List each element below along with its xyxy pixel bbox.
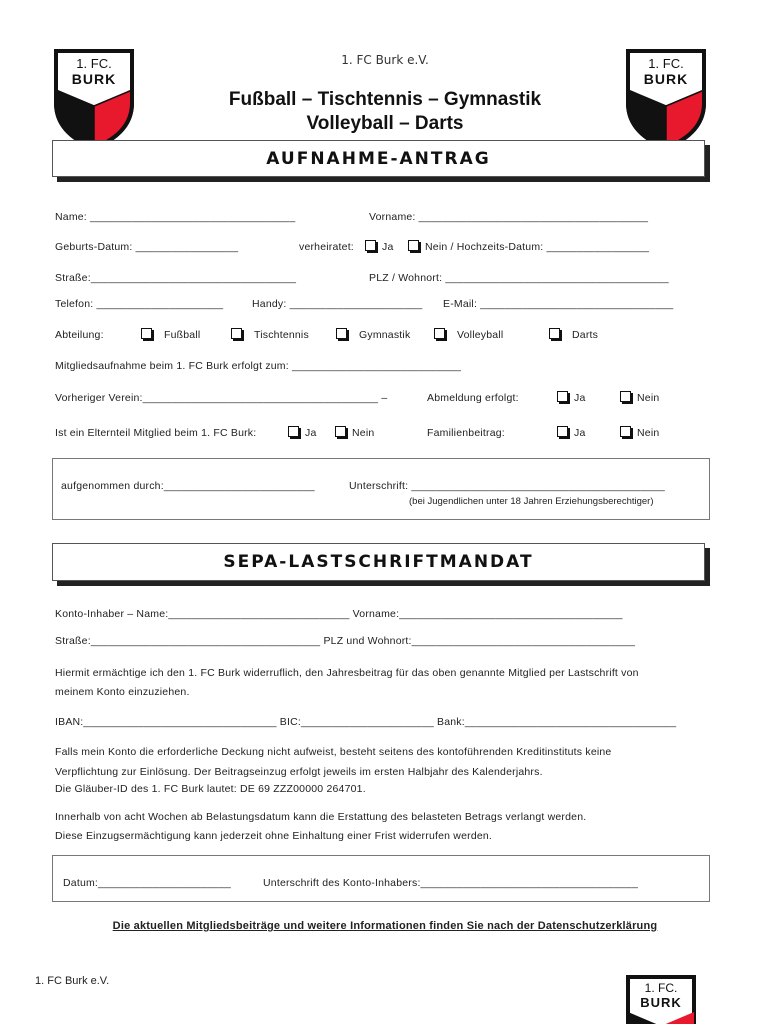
abteilung-darts[interactable] (549, 328, 598, 341)
svg-text:BURK: BURK (643, 71, 689, 87)
club-name-header: 1. FC Burk e.V. (341, 53, 429, 67)
strasse-field[interactable]: Straße:__________________________________ (55, 272, 297, 284)
abmeldung-ja[interactable] (557, 391, 586, 404)
sepa-strasse-field[interactable]: Straße:______________________________________ PLZ und Wohnort:_____________________________________ (55, 635, 636, 647)
abteilung-label-text: Volleyball (457, 329, 504, 341)
abteilung-gymnastik[interactable] (336, 328, 410, 341)
vorname-field[interactable]: Vorname: ______________________________________ (369, 211, 649, 223)
sports-title (0, 88, 770, 136)
checkbox-icon[interactable] (620, 391, 631, 402)
svg-text:1. FC.: 1. FC. (76, 56, 112, 71)
aufnahme-banner (52, 140, 705, 177)
familienbeitrag-nein[interactable] (620, 426, 659, 439)
erstattung-text-2: Diese Einzugsermächtigung kann jederzeit ohne Einhaltung einer Frist widerrufen werden. (55, 830, 493, 842)
sports-line-2: Volleyball – Darts (306, 113, 464, 134)
ermaechtigung-text-1: Hiermit ermächtige ich den 1. FC Burk widerruflich, den Jahresbeitrag für das oben genannte Mitglied per Lastschrift von (55, 667, 639, 679)
abteilung-label-text: Fußball (164, 329, 201, 341)
iban-field[interactable]: IBAN:________________________________ BIC:______________________ Bank:___________________________________ (55, 716, 677, 728)
aufgenommen-field[interactable]: aufgenommen durch:_________________________ (61, 480, 315, 492)
checkbox-icon[interactable] (620, 426, 631, 437)
checkbox-icon[interactable] (336, 328, 347, 339)
checkbox-icon[interactable] (408, 240, 419, 251)
kontoinhaber-unterschrift-field[interactable]: Unterschrift des Konto-Inhabers:____________________________________ (263, 877, 638, 889)
vorheriger-verein-field[interactable]: Vorheriger Verein:_______________________________________ – (55, 392, 388, 404)
abmeldung-nein[interactable] (620, 391, 659, 404)
svg-text:1. FC.: 1. FC. (644, 981, 678, 995)
verheiratet-ja[interactable] (365, 240, 394, 253)
familienbeitrag-label: Familienbeitrag: (427, 427, 505, 439)
ja-label: Ja (574, 392, 586, 404)
kontoinhaber-field[interactable]: Konto-Inhaber – Name:______________________________ Vorname:_____________________________________ (55, 608, 623, 620)
checkbox-icon[interactable] (231, 328, 242, 339)
abteilung-label-text: Darts (572, 329, 599, 341)
svg-text:BURK: BURK (640, 995, 682, 1010)
checkbox-icon[interactable] (557, 426, 568, 437)
sepa-banner (52, 543, 705, 581)
footer-club-name: 1. FC Burk e.V. (35, 975, 110, 987)
nein-hochzeit-label: Nein / Hochzeits-Datum: _________________ (425, 241, 650, 253)
verheiratet-nein[interactable] (408, 240, 649, 253)
checkbox-icon[interactable] (434, 328, 445, 339)
handy-field[interactable]: Handy: ______________________ (252, 298, 423, 310)
elternteil-nein[interactable] (335, 426, 374, 439)
verheiratet-label: verheiratet: (299, 241, 354, 253)
checkbox-icon[interactable] (141, 328, 152, 339)
glaeubiger-id-text: Die Gläuber-ID des 1. FC Burk lautet: DE 69 ZZZ00000 264701. (55, 783, 366, 795)
plz-field[interactable]: PLZ / Wohnort: _____________________________________ (369, 272, 669, 284)
unterschrift-field[interactable]: Unterschrift: __________________________________________ (349, 480, 665, 492)
datum-field[interactable]: Datum:______________________ (63, 877, 231, 889)
checkbox-icon[interactable] (365, 240, 376, 251)
checkbox-icon[interactable] (557, 391, 568, 402)
elternteil-ja[interactable] (288, 426, 317, 439)
abteilung-label: Abteilung: (55, 329, 104, 341)
ja-label: Ja (305, 427, 317, 439)
mitgliedsaufnahme-field[interactable]: Mitgliedsaufnahme beim 1. FC Burk erfolgt zum: ____________________________ (55, 360, 462, 372)
nein-label: Nein (637, 427, 660, 439)
abteilung-label-text: Gymnastik (359, 329, 411, 341)
deckung-text-1: Falls mein Konto die erforderliche Deckung nicht aufweist, besteht seitens des kontoführenden Kreditinstituts keine (55, 746, 612, 758)
datenschutz-note[interactable]: Die aktuellen Mitgliedsbeiträge und weitere Informationen finden Sie nach der Datenschutzerklärung (112, 920, 658, 932)
geburtsdatum-field[interactable]: Geburts-Datum: _________________ (55, 241, 239, 253)
abteilung-fussball[interactable] (141, 328, 200, 341)
checkbox-icon[interactable] (288, 426, 299, 437)
deckung-text-2: Verpflichtung zur Einlösung. Der Beitragseinzug erfolgt jeweils im ersten Halbjahr des Kalenderjahrs. (55, 766, 543, 778)
name-field[interactable]: Name: __________________________________ (55, 211, 296, 223)
telefon-field[interactable]: Telefon: _____________________ (55, 298, 224, 310)
familienbeitrag-ja[interactable] (557, 426, 586, 439)
ja-label: Ja (574, 427, 586, 439)
abmeldung-label: Abmeldung erfolgt: (427, 392, 519, 404)
svg-text:1. FC.: 1. FC. (648, 56, 684, 71)
elternteil-label: Ist ein Elternteil Mitglied beim 1. FC Burk: (55, 427, 257, 439)
checkbox-icon[interactable] (549, 328, 560, 339)
ermaechtigung-text-2: meinem Konto einzuziehen. (55, 686, 190, 698)
sepa-title: SEPA-LASTSCHRIFTMANDAT (223, 552, 534, 572)
abteilung-tischtennis[interactable] (231, 328, 309, 341)
aufnahme-title: AUFNAHME-ANTRAG (266, 149, 491, 169)
email-field[interactable]: E-Mail: ________________________________ (443, 298, 674, 310)
checkbox-icon[interactable] (335, 426, 346, 437)
ja-label: Ja (382, 241, 394, 253)
nein-label: Nein (352, 427, 375, 439)
abteilung-label-text: Tischtennis (254, 329, 309, 341)
jugendliche-note: (bei Jugendlichen unter 18 Jahren Erziehungsberechtiger) (409, 496, 654, 507)
club-logo-footer-icon (625, 974, 697, 1024)
erstattung-text-1: Innerhalb von acht Wochen ab Belastungsdatum kann die Erstattung des belasteten Betrags verlangt werden. (55, 811, 587, 823)
svg-text:BURK: BURK (71, 71, 117, 87)
nein-label: Nein (637, 392, 660, 404)
sports-line-1: Fußball – Tischtennis – Gymnastik (228, 89, 542, 110)
abteilung-volleyball[interactable] (434, 328, 503, 341)
